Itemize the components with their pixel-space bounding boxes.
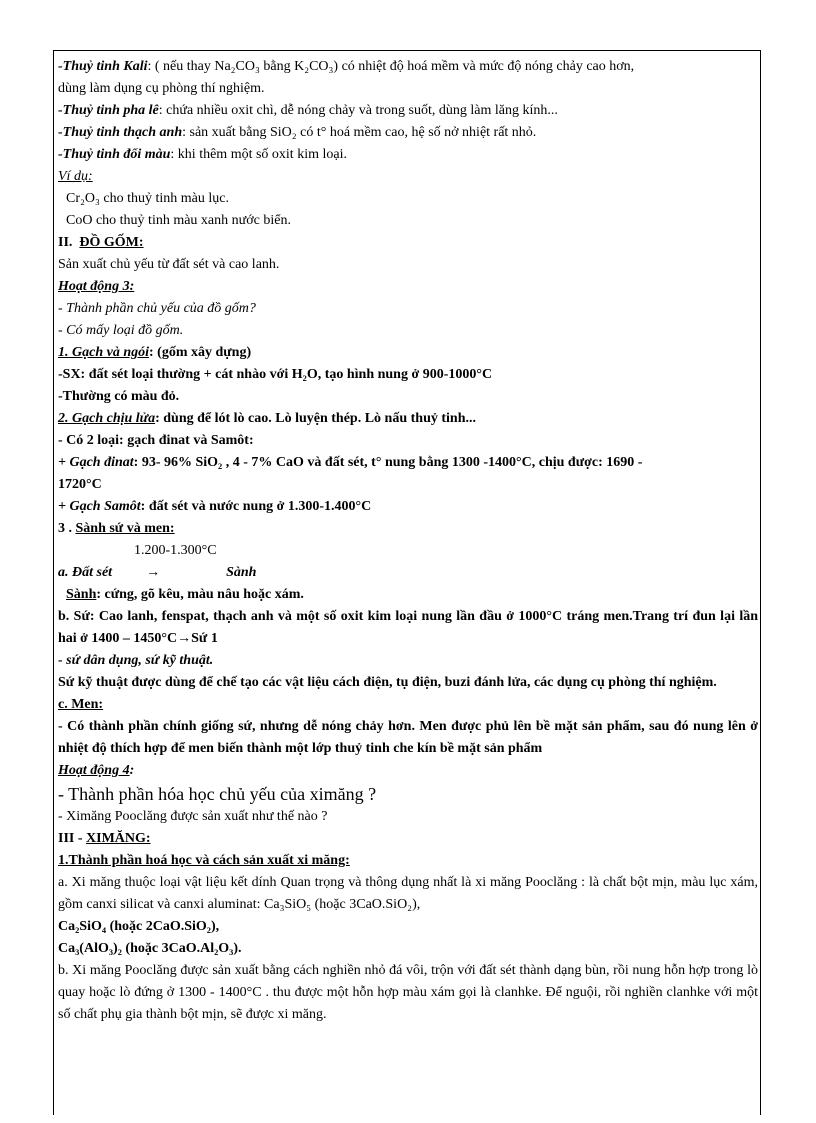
activity-3-heading: Hoạt động 3: — [58, 279, 135, 294]
cement-formula-3: Ca₃(AlO₃)₂ (hoặc 3CaO.Al₂O₃). — [58, 941, 242, 956]
glass-quartz-line: -Thuỷ tinh thạch anh: sản xuất bằng SiO₂ có t° hoá mềm cao, hệ số nở nhiệt rất nhỏ. — [58, 125, 537, 140]
glass-photochromic-line: -Thuỷ tinh đổi màu: khi thêm một số oxit kim loại. — [58, 147, 347, 162]
activity-3-question-2: - Có mấy loại đồ gốm. — [58, 323, 184, 338]
activity-4-heading: Hoạt động 4: — [58, 763, 135, 778]
activity-3-question-1: - Thành phần chủ yếu của đồ gốm? — [58, 301, 256, 316]
refractory-brick-heading: 2. Gạch chịu lửa: dùng để lót lò cao. Lò luyện thép. Lò nấu thuỷ tinh... — [58, 411, 476, 426]
brick-color: -Thường có màu đỏ. — [58, 389, 180, 404]
stoneware-description: Sành: cứng, gõ kêu, màu nâu hoặc xám. — [66, 587, 304, 602]
activity-4-question-2: - Ximăng Pooclăng được sản xuất như thế nào ? — [58, 809, 328, 824]
dinas-brick-line-2: 1720°C — [58, 477, 102, 492]
example-coo: CoO cho thuỷ tinh màu xanh nước biển. — [66, 213, 291, 228]
example-heading: Ví dụ: — [58, 169, 93, 184]
glaze-description: - Có thành phần chính giống sứ, nhưng dễ nóng chảy hơn. Men được phủ lên bề mặt sản phẩm, sau đó nung lên ở nhiệt độ thích hợp để men biến thành một lớp thuỷ tinh che kín bề mặt sản phẩm — [58, 719, 758, 756]
brick-production: -SX: đất sét loại thường + cát nhào với H₂O, tạo hình nung ở 900-1000°C — [58, 367, 493, 382]
glass-kali-line-2: dùng làm dụng cụ phòng thí nghiệm. — [58, 81, 265, 96]
cement-production: b. Xi măng Pooclăng được sản xuất bằng cách nghiền nhỏ đá vôi, trộn với đất sét thành dạng bùn, rồi nung hỗn hợp trong lò quay hoặc lò đứng ở 1300 - 1400°C . thu được một hỗn hợp màu xám gọi là clanhke. Để nguội, rồi nghiền clanhke với một số chất phụ gia thành bột mịn, sẽ được xi măng. — [58, 963, 758, 1022]
technical-porcelain: Sứ kỹ thuật được dùng để chế tạo các vật liệu cách điện, tụ điện, buzi đánh lửa, các dụng cụ phòng thí nghiệm. — [58, 675, 717, 690]
firing-temperature: 1.200-1.300°C — [134, 543, 217, 558]
porcelain-heading: 3 . Sành sứ và men: — [58, 521, 175, 536]
chamotte-brick-line: + Gạch Samôt: đất sét và nước nung ở 1.300-1.400°C — [58, 499, 372, 514]
activity-4-question-1: - Thành phần hóa học chủ yếu của ximăng ? — [58, 784, 377, 804]
porcelain-description: b. Sứ: Cao lanh, fenspat, thạch anh và một số oxit kim loại nung lần đầu ở 1000°C tráng men.Trang trí đun lại lần hai ở 1400 – 1450°C→Sứ 1 — [58, 609, 758, 646]
glass-crystal-line: -Thuỷ tinh pha lê: chứa nhiều oxit chì, dễ nóng chảy và trong suốt, dùng làm lăng kính... — [58, 103, 558, 118]
section-ceramics-heading: II. ĐỒ GỐM: — [58, 235, 144, 250]
brick-tile-heading: 1. Gạch và ngói: (gốm xây dựng) — [58, 345, 252, 360]
arrow-icon: → — [146, 565, 161, 580]
example-cr2o3: Cr₂O₃ cho thuỷ tinh màu lục. — [66, 191, 229, 206]
cement-composition: a. Xi măng thuộc loại vật liệu kết dính Quan trọng và thông dụng nhất là xi măng Pooclăng : là chất bột mịn, màu lục xám, gồm canxi silicat và canxi aluminat: Ca₃SiO₅ (hoặc 3CaO.SiO₂), — [58, 875, 758, 912]
clay-to-stoneware: a. Đất sét → Sành — [58, 565, 257, 580]
porcelain-types: - sứ dân dụng, sứ kỹ thuật. — [58, 653, 214, 668]
refractory-types: - Có 2 loại: gạch đinat và Samôt: — [58, 433, 254, 448]
section-cement-heading: III - XIMĂNG: — [58, 831, 151, 846]
document-body — [58, 56, 758, 1026]
glass-kali-line: -Thuỷ tinh Kali: ( nếu thay Na₂CO₃ bằng K₂CO₃) có nhiệt độ hoá mềm và mức độ nóng chảy cao hơn, — [58, 59, 635, 74]
ceramics-source: Sản xuất chủ yếu từ đất sét và cao lanh. — [58, 257, 280, 272]
cement-formula-2: Ca₂SiO₄ (hoặc 2CaO.SiO₂), — [58, 919, 220, 934]
cement-composition-heading: 1.Thành phần hoá học và cách sản xuất xi măng: — [58, 853, 350, 868]
dinas-brick-line: + Gạch đinat: 93- 96% SiO₂ , 4 - 7% CaO và đất sét, t° nung bằng 1300 -1400°C, chịu được: 1690 - — [58, 455, 643, 470]
glaze-heading: c. Men: — [58, 697, 104, 712]
